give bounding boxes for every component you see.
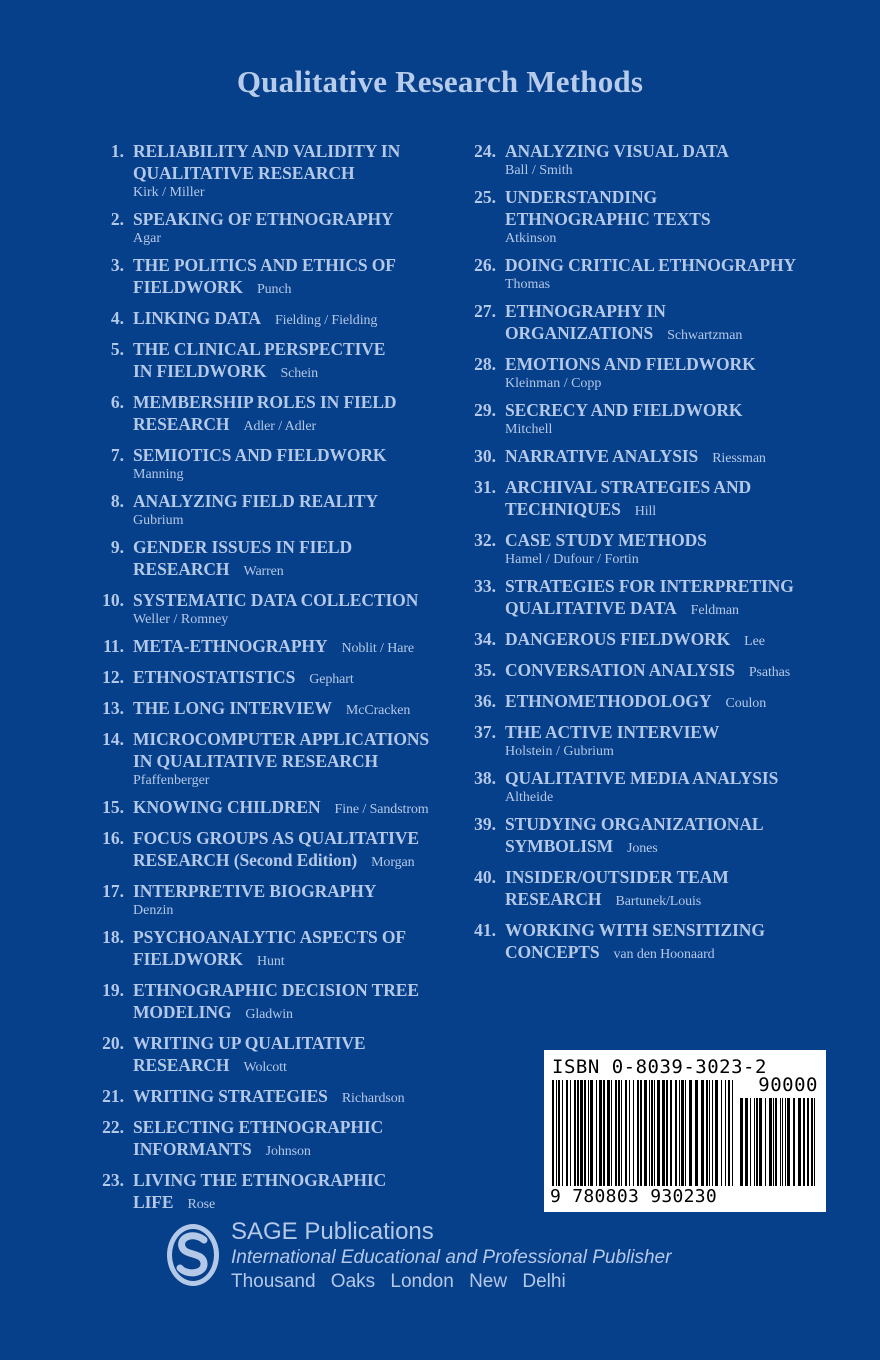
entry-number: 8. [110, 491, 124, 511]
entry-title-line [133, 849, 456, 874]
entry-title-line [133, 827, 456, 849]
title-entry [96, 536, 456, 583]
publisher-cities: Thousand Oaks London New Delhi [231, 1271, 566, 1292]
entry-title-line [133, 979, 456, 1001]
entry-title-text: DOING CRITICAL ETHNOGRAPHY [505, 255, 797, 275]
entry-title-text: RESEARCH [133, 559, 230, 579]
title-entry [468, 919, 828, 966]
entry-title-line [505, 498, 828, 523]
entry-authors: Gephart [309, 672, 354, 687]
title-entry [468, 628, 828, 653]
entry-title-text: TECHNIQUES [505, 499, 621, 519]
entry-number: 20. [102, 1033, 124, 1053]
entry-title-line [505, 835, 828, 860]
publisher-tagline: International Educational and Professional Publisher [231, 1247, 672, 1268]
title-entry [96, 666, 456, 691]
entry-number: 19. [102, 980, 124, 1000]
title-entry [96, 307, 456, 332]
entry-title-text: PSYCHOANALYTIC ASPECTS OF [133, 927, 407, 947]
entry-title-text: RESEARCH [133, 414, 230, 434]
entry-authors: Punch [256, 282, 292, 297]
entry-title-line [133, 750, 456, 772]
entry-number: 12. [102, 667, 124, 687]
entry-title-text: THE CLINICAL PERSPECTIVE [133, 339, 386, 359]
entry-authors: Holstein / Gubrium [505, 744, 614, 759]
title-entry [96, 635, 456, 660]
entry-title-text: LIVING THE ETHNOGRAPHIC [133, 1170, 387, 1190]
title-entry [96, 728, 456, 790]
entry-number: 38. [474, 768, 496, 788]
title-entry [96, 1032, 456, 1079]
entry-title-line [133, 1085, 456, 1110]
entry-title-line [133, 1138, 456, 1163]
entry-number: 25. [474, 187, 496, 207]
entry-authors: Feldman [690, 603, 739, 618]
title-entry [468, 866, 828, 913]
title-entry [96, 926, 456, 973]
title-entry [468, 445, 828, 470]
entry-title-text: INSIDER/OUTSIDER TEAM [505, 867, 729, 887]
entry-title-line [505, 813, 828, 835]
isbn-barcode [544, 1050, 826, 1212]
entry-title-text: KNOWING CHILDREN [133, 797, 321, 817]
entry-title-line [133, 558, 456, 583]
entry-number: 24. [474, 141, 496, 161]
entry-number: 3. [110, 255, 124, 275]
entry-title-text: LINKING DATA [133, 308, 261, 328]
entry-title-text: FIELDWORK [133, 277, 243, 297]
entry-title-line [505, 445, 828, 470]
entry-title-text: ETHNOGRAPHIC TEXTS [505, 209, 711, 229]
title-entry [468, 813, 828, 860]
entry-title-text: RESEARCH [505, 889, 602, 909]
entry-title-line [133, 254, 456, 276]
title-entry [96, 697, 456, 722]
title-entry [96, 208, 456, 248]
entry-title-text: QUALITATIVE DATA [505, 598, 677, 618]
entry-authors: Wolcott [243, 1060, 287, 1075]
title-entry [96, 827, 456, 874]
title-entry [96, 338, 456, 385]
entry-authors: Noblit / Hare [341, 641, 415, 656]
isbn-number: ISBN 0-8039-3023-2 [552, 1056, 767, 1078]
entry-number: 13. [102, 698, 124, 718]
entry-number: 4. [110, 308, 124, 328]
entry-authors: Fine / Sandstrom [334, 802, 429, 817]
entry-title-text: UNDERSTANDING [505, 187, 658, 207]
entry-number: 39. [474, 814, 496, 834]
entry-title-text: INTERPRETIVE BIOGRAPHY [133, 881, 377, 901]
title-entry [468, 659, 828, 684]
entry-title-text: ETHNOSTATISTICS [133, 667, 296, 687]
entry-number: 5. [110, 339, 124, 359]
entry-title-text: ETHNOMETHODOLOGY [505, 691, 712, 711]
entry-title-line [133, 276, 456, 301]
title-list-left [96, 140, 456, 1222]
entry-authors: Gubrium [133, 513, 184, 528]
entry-number: 32. [474, 530, 496, 550]
title-entry [468, 575, 828, 622]
entry-title-text: WORKING WITH SENSITIZING [505, 920, 765, 940]
entry-number: 30. [474, 446, 496, 466]
entry-title-text: ARCHIVAL STRATEGIES AND [505, 477, 752, 497]
entry-authors: Jones [627, 841, 658, 856]
title-entry [468, 186, 828, 248]
entry-number: 37. [474, 722, 496, 742]
entry-title-text: SYMBOLISM [505, 836, 614, 856]
entry-authors: Schwartzman [667, 328, 743, 343]
barcode-bars [552, 1080, 738, 1186]
entry-number: 18. [102, 927, 124, 947]
entry-authors: Psathas [748, 665, 791, 680]
entry-title-line [133, 666, 456, 691]
entry-authors: Richardson [341, 1091, 405, 1106]
sage-s-logo-icon [165, 1222, 221, 1288]
entry-number: 41. [474, 920, 496, 940]
title-entry [96, 444, 456, 484]
entry-title-text: RESEARCH (Second Edition) [133, 850, 358, 870]
entry-title-text: EMOTIONS AND FIELDWORK [505, 354, 756, 374]
entry-title-line [133, 948, 456, 973]
entry-authors: Hunt [256, 954, 285, 969]
entry-number: 22. [102, 1117, 124, 1137]
title-entry [468, 300, 828, 347]
entry-number: 17. [102, 881, 124, 901]
title-entry [468, 140, 828, 180]
entry-title-line [505, 888, 828, 913]
entry-title-text: META-ETHNOGRAPHY [133, 636, 328, 656]
entry-title-text: ORGANIZATIONS [505, 323, 654, 343]
entry-title-text: MEMBERSHIP ROLES IN FIELD [133, 392, 397, 412]
entry-number: 15. [102, 797, 124, 817]
entry-title-text: WRITING STRATEGIES [133, 1086, 328, 1106]
title-entry [96, 1085, 456, 1110]
entry-title-text: MODELING [133, 1002, 232, 1022]
entry-title-line [505, 186, 828, 208]
entry-title-line [505, 597, 828, 622]
entry-title-text: ETHNOGRAPHIC DECISION TREE [133, 980, 419, 1000]
entry-title-line [505, 575, 828, 597]
title-entry [96, 391, 456, 438]
entry-title-text: STUDYING ORGANIZATIONAL [505, 814, 764, 834]
entry-title-line [133, 635, 456, 660]
entry-authors: Adler / Adler [243, 419, 317, 434]
entry-number: 23. [102, 1170, 124, 1190]
ean-number: 9 780803 930230 [550, 1186, 718, 1207]
entry-authors: Bartunek/Louis [615, 894, 702, 909]
entry-title-line [133, 1032, 456, 1054]
entry-number: 31. [474, 477, 496, 497]
entry-title-text: STRATEGIES FOR INTERPRETING [505, 576, 794, 596]
entry-authors: Weller / Romney [133, 612, 229, 627]
entry-title-line [133, 1191, 456, 1216]
entry-title-line [133, 1169, 456, 1191]
entry-number: 1. [110, 141, 124, 161]
entry-authors: Kirk / Miller [133, 185, 205, 200]
entry-authors: Manning [133, 467, 184, 482]
entry-number: 34. [474, 629, 496, 649]
entry-title-line [133, 796, 456, 821]
title-entry [468, 529, 828, 569]
entry-authors: Schein [280, 366, 318, 381]
entry-number: 40. [474, 867, 496, 887]
entry-title-line [133, 697, 456, 722]
entry-title-line [505, 529, 828, 551]
title-entry [96, 796, 456, 821]
entry-title-text: QUALITATIVE MEDIA ANALYSIS [505, 768, 779, 788]
entry-title-text: SELECTING ETHNOGRAPHIC [133, 1117, 384, 1137]
entry-number: 14. [102, 729, 124, 749]
entry-authors: Lee [744, 634, 765, 649]
entry-number: 10. [102, 590, 124, 610]
entry-title-line [505, 476, 828, 498]
entry-title-line [505, 721, 828, 743]
entry-title-text: SECRECY AND FIELDWORK [505, 400, 743, 420]
entry-title-text: IN QUALITATIVE RESEARCH [133, 751, 379, 771]
entry-title-text: FOCUS GROUPS AS QUALITATIVE [133, 828, 419, 848]
entry-title-line [505, 300, 828, 322]
entry-number: 6. [110, 392, 124, 412]
entry-title-text: INFORMANTS [133, 1139, 252, 1159]
publisher-name: SAGE Publications [231, 1218, 434, 1245]
entry-authors: Fielding / Fielding [274, 313, 378, 328]
entry-number: 16. [102, 828, 124, 848]
entry-title-line [133, 162, 456, 184]
entry-authors: Riessman [712, 451, 766, 466]
entry-title-text: SPEAKING OF ETHNOGRAPHY [133, 209, 394, 229]
entry-number: 36. [474, 691, 496, 711]
entry-title-line [505, 140, 828, 162]
entry-authors: Coulon [725, 696, 767, 711]
entry-authors: Altheide [505, 790, 554, 805]
title-entry [468, 690, 828, 715]
entry-authors: Ball / Smith [505, 163, 573, 178]
price-addon-code: 90000 [758, 1074, 818, 1096]
entry-title-text: CONCEPTS [505, 942, 600, 962]
entry-title-text: THE POLITICS AND ETHICS OF [133, 255, 396, 275]
title-list-right [468, 140, 828, 972]
publisher-block [165, 1218, 785, 1298]
entry-title-text: SYSTEMATIC DATA COLLECTION [133, 590, 419, 610]
entry-authors: Thomas [505, 277, 551, 292]
entry-title-text: NARRATIVE ANALYSIS [505, 446, 699, 466]
title-entry [96, 1169, 456, 1216]
entry-title-text: IN FIELDWORK [133, 361, 267, 381]
entry-title-text: ETHNOGRAPHY IN [505, 301, 666, 321]
entry-title-text: LIFE [133, 1192, 174, 1212]
title-entry [96, 589, 456, 629]
title-entry [468, 721, 828, 761]
entry-title-line [133, 880, 456, 902]
entry-title-line [133, 1054, 456, 1079]
entry-title-line [505, 919, 828, 941]
entry-authors: van den Hoonaard [613, 947, 715, 962]
title-entry [96, 979, 456, 1026]
entry-title-line [505, 254, 828, 276]
entry-title-text: RELIABILITY AND VALIDITY IN [133, 141, 401, 161]
entry-title-line [133, 490, 456, 512]
entry-authors: Pfaffenberger [133, 773, 210, 788]
entry-title-line [133, 140, 456, 162]
entry-title-line [505, 690, 828, 715]
entry-authors: Hill [634, 504, 657, 519]
entry-title-line [505, 941, 828, 966]
entry-number: 11. [103, 636, 124, 656]
entry-title-line [133, 444, 456, 466]
entry-authors: Kleinman / Copp [505, 376, 602, 391]
title-entry [96, 254, 456, 301]
entry-title-text: CONVERSATION ANALYSIS [505, 660, 735, 680]
addon-barcode-bars [740, 1098, 818, 1186]
entry-title-text: RESEARCH [133, 1055, 230, 1075]
entry-title-line [133, 589, 456, 611]
entry-title-line [505, 353, 828, 375]
entry-title-line [505, 208, 828, 230]
entry-title-line [505, 628, 828, 653]
title-entry [96, 490, 456, 530]
entry-title-line [133, 926, 456, 948]
title-entry [468, 476, 828, 523]
entry-title-text: CASE STUDY METHODS [505, 530, 707, 550]
entry-authors: Denzin [133, 903, 174, 918]
entry-authors: Morgan [371, 855, 415, 870]
entry-title-text: QUALITATIVE RESEARCH [133, 163, 355, 183]
entry-title-text: THE LONG INTERVIEW [133, 698, 332, 718]
entry-title-line [133, 307, 456, 332]
title-entry [468, 353, 828, 393]
entry-title-line [133, 338, 456, 360]
entry-authors: Gladwin [245, 1007, 293, 1022]
entry-title-text: WRITING UP QUALITATIVE [133, 1033, 366, 1053]
entry-number: 27. [474, 301, 496, 321]
entry-title-line [133, 360, 456, 385]
entry-authors: Johnson [265, 1144, 311, 1159]
entry-authors: Atkinson [505, 231, 557, 246]
entry-number: 35. [474, 660, 496, 680]
entry-title-text: ANALYZING VISUAL DATA [505, 141, 729, 161]
entry-title-text: MICROCOMPUTER APPLICATIONS [133, 729, 430, 749]
entry-authors: McCracken [345, 703, 411, 718]
entry-title-text: SEMIOTICS AND FIELDWORK [133, 445, 387, 465]
entry-number: 21. [102, 1086, 124, 1106]
entry-title-line [133, 536, 456, 558]
title-entry [96, 880, 456, 920]
entry-number: 7. [110, 445, 124, 465]
entry-title-text: ANALYZING FIELD REALITY [133, 491, 379, 511]
entry-number: 28. [474, 354, 496, 374]
entry-authors: Agar [133, 231, 161, 246]
entry-title-text: FIELDWORK [133, 949, 243, 969]
entry-number: 26. [474, 255, 496, 275]
entry-number: 29. [474, 400, 496, 420]
entry-number: 2. [110, 209, 124, 229]
entry-authors: Mitchell [505, 422, 553, 437]
entry-title-line [505, 399, 828, 421]
entry-title-line [505, 866, 828, 888]
title-entry [468, 254, 828, 294]
entry-authors: Rose [187, 1197, 216, 1212]
title-entry [96, 140, 456, 202]
entry-title-line [505, 322, 828, 347]
entry-authors: Hamel / Dufour / Fortin [505, 552, 639, 567]
series-title: Qualitative Research Methods [236, 64, 644, 99]
entry-number: 9. [110, 537, 124, 557]
entry-title-line [133, 208, 456, 230]
title-entry [468, 399, 828, 439]
entry-title-line [133, 728, 456, 750]
entry-title-text: DANGEROUS FIELDWORK [505, 629, 731, 649]
entry-authors: Warren [243, 564, 284, 579]
entry-title-text: GENDER ISSUES IN FIELD [133, 537, 353, 557]
entry-title-line [133, 413, 456, 438]
entry-title-line [133, 1116, 456, 1138]
title-entry [468, 767, 828, 807]
title-entry [96, 1116, 456, 1163]
entry-number: 33. [474, 576, 496, 596]
entry-title-line [505, 659, 828, 684]
entry-title-line [505, 767, 828, 789]
entry-title-line [133, 1001, 456, 1026]
entry-title-line [133, 391, 456, 413]
entry-title-text: THE ACTIVE INTERVIEW [505, 722, 720, 742]
